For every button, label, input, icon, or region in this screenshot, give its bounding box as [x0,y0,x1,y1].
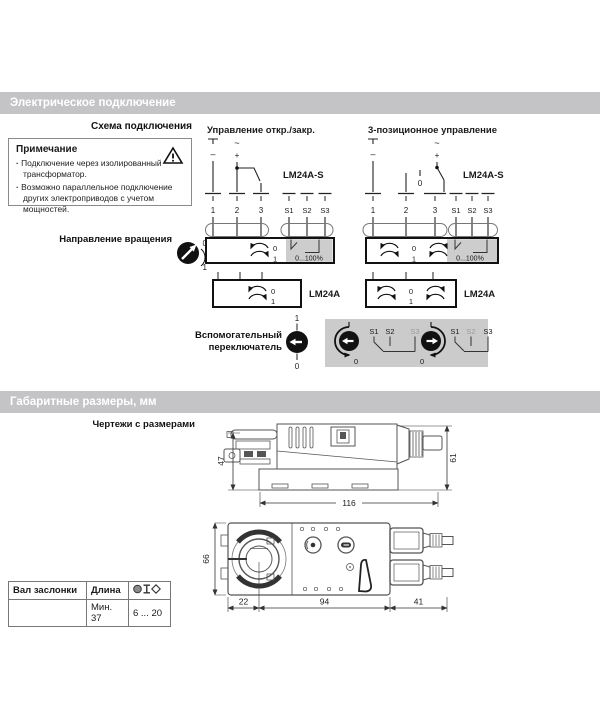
terminal-s1: S1 [451,206,461,215]
cell-range: 6 ... 20 [129,600,171,627]
ac-symbol: ~ [434,138,440,148]
table-row [9,600,171,627]
terminal-1: 1 [210,206,216,215]
aux-left-s1: S1 [369,327,379,336]
model-basic-label: LM24A [464,289,496,300]
dim-94: 94 [319,596,330,607]
diagram-title: Управление откр./закр. [207,125,315,136]
table-header-row [9,582,171,600]
note-item: · Подключение через изолированный трансформатор. [16,158,184,180]
rot-1: 1 [411,254,417,264]
rotation-direction-label: Направление вращения [59,234,172,245]
side-view-drawing [224,424,442,490]
aux-right-s1: S1 [450,327,460,336]
terminal-3: 3 [258,206,264,215]
diagram-open-close [202,125,341,307]
aux-pos0: 0 [294,362,300,371]
feedback-range: 0...100% [295,255,323,263]
aux-left-0: 0 [354,357,359,366]
terminal-2: 2 [403,206,409,215]
col-length: Длина [87,582,129,600]
dim-47: 47 [216,456,226,466]
button-rotation [305,537,321,553]
clamp-lever [359,560,371,592]
connector-capsule [363,224,447,237]
terminal-s3: S3 [320,206,330,215]
knob-0: 0 [202,239,207,248]
feedback-range: 0...100% [456,255,484,263]
shaft-table [8,581,171,627]
terminal-s2: S2 [467,206,477,215]
dim-61: 61 [448,453,458,463]
rot-1: 1 [271,297,276,306]
col-shaft: Вал заслонки [9,582,87,600]
diagram-title: 3-позиционное управление [368,125,497,136]
plus-symbol: + [234,151,240,160]
aux-right-s2: S2 [466,327,476,336]
section-header-dimensions: Габаритные размеры, мм [0,391,600,413]
rot-1: 1 [408,297,414,306]
ac-symbol: ~ [234,138,240,148]
cell-shaft [9,600,87,627]
lm24a-body-box [213,280,301,307]
wires [368,139,444,192]
terminal-1: 1 [370,206,376,215]
model-label: LM24A-S [463,170,504,181]
terminal-2: 2 [234,206,240,215]
junction-dot [435,166,439,170]
aux-switch-label: Вспомогательный переключатель [194,330,282,353]
aux-right-0: 0 [420,357,425,366]
terminal-3: 3 [432,206,438,215]
lower-wires [213,217,325,238]
aux-left-s3: S3 [410,327,420,336]
rot-0: 0 [408,287,414,296]
terminal-s3: S3 [483,206,493,215]
dimension-drawings [200,415,465,620]
plus-symbol: + [434,151,440,160]
terminal-ticks [373,196,488,201]
aux-switch-diagram [286,314,493,371]
knob-1: 1 [202,263,207,272]
lm24a-ticks [373,272,433,280]
model-basic-label: LM24A [309,289,341,300]
rot-1: 1 [273,254,278,264]
dim-116: 116 [342,498,356,508]
rot-0: 0 [273,244,278,253]
lm24a-ticks [218,272,262,280]
terminal-s2: S2 [302,206,312,215]
model-label: LM24A-S [283,170,324,181]
top-view-drawing [221,523,453,595]
terminal-ticks [213,196,325,201]
lower-wires [373,217,488,238]
diagram-3pos [363,125,504,307]
dim-41: 41 [413,596,424,607]
shaft-type-icon [129,582,171,600]
aux-right-s3: S3 [483,327,493,336]
rot-0: 0 [411,244,417,253]
junction-dot [235,166,239,170]
aux-pos1: 1 [294,314,300,323]
aux-left-s2: S2 [385,327,395,336]
dim-66: 66 [201,554,211,564]
scheme-connection-label: Схема подключения [91,121,192,132]
note-item: · Возможно параллельное подключение других электроприводов с учетом мощностей. [16,182,184,215]
wiring-diagrams [160,115,550,380]
terminal-s1: S1 [284,206,294,215]
minus-symbol: – [370,149,376,159]
minus-symbol: – [210,149,216,159]
neutral-0: 0 [417,179,423,188]
note-title: Примечание [16,144,78,155]
rotation-knob-icon [177,239,208,272]
section-header-electrical: Электрическое подключение [0,92,600,114]
rot-0: 0 [271,287,276,296]
button-gear-release [338,537,354,553]
aux-knob-icon [286,331,308,353]
cell-length: Мин. 37 [87,600,129,627]
dim-22: 22 [238,596,249,607]
drawings-label: Чертежи с размерами [92,419,195,430]
